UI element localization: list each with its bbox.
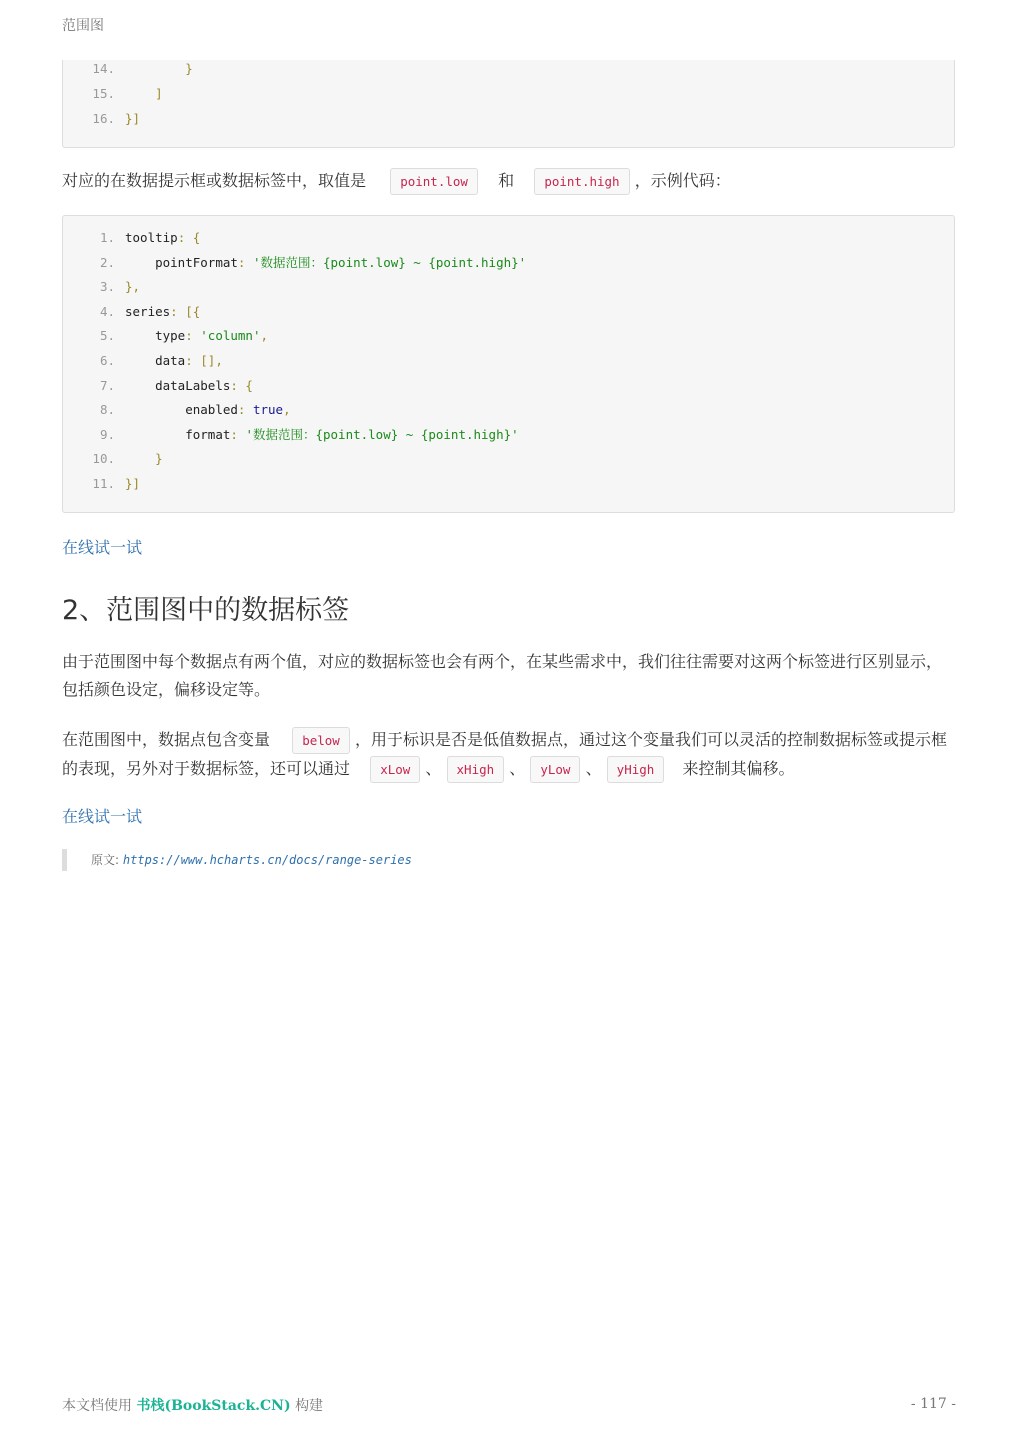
paragraph-below-variable (62, 725, 957, 783)
line-number: 5. (99, 328, 115, 344)
code-text: pointFormat: '数据范围：{point.low} ~ {point.high}' (155, 254, 527, 270)
inline-code-point-high: point.high (534, 168, 629, 195)
code-text: } (185, 61, 193, 76)
inline-code-point-low: point.low (390, 168, 478, 195)
inline-code-yhigh: yHigh (607, 756, 665, 783)
code-line (63, 352, 954, 370)
line-number: 15. (92, 86, 115, 101)
code-text: dataLabels: { (155, 377, 253, 393)
running-head: 范围图 (62, 18, 104, 34)
para2-text-3: 来控制其偏移。 (682, 759, 795, 778)
code-block-example (62, 215, 955, 513)
line-number: 8. (99, 402, 115, 418)
line-number: 6. (99, 353, 115, 368)
intro-paragraph (62, 168, 957, 195)
line-number: 3. (99, 279, 115, 295)
footer-prefix: 本文档使用 (62, 1398, 132, 1414)
separator: 、 (425, 759, 442, 778)
code-text: ] (155, 86, 163, 101)
code-text: tooltip: { (125, 230, 201, 245)
code-text: enabled: true, (185, 402, 291, 418)
code-block-continued (62, 60, 955, 148)
intro-text-middle: 和 (498, 171, 515, 190)
inline-code-xlow: xLow (370, 756, 420, 783)
code-line (63, 303, 954, 321)
source-blockquote (62, 849, 412, 871)
code-text: series: [{ (125, 303, 201, 319)
code-text: } (155, 451, 163, 467)
line-number: 14. (92, 61, 115, 76)
footer-credit (62, 1395, 323, 1415)
source-colon: : (115, 853, 120, 867)
code-text: }, (125, 279, 141, 295)
try-online-link-2[interactable]: 在线试一试 (62, 807, 143, 826)
inline-code-below: below (292, 727, 350, 754)
para2-text-1: 在范围图中，数据点包含变量 (62, 730, 271, 749)
intro-text-after: ，示例代码： (634, 171, 731, 190)
code-line (63, 377, 954, 395)
code-line (63, 401, 954, 419)
footer-brand-link[interactable]: 书栈(BookStack.CN) (136, 1398, 291, 1414)
line-number: 11. (92, 476, 115, 491)
line-number: 10. (92, 451, 115, 467)
line-number: 2. (99, 254, 115, 270)
section-heading: 2、范围图中的数据标签 (62, 595, 350, 626)
source-link[interactable]: https://www.hcharts.cn/docs/range-series (122, 853, 412, 867)
code-line (63, 450, 954, 468)
code-line (63, 85, 954, 103)
code-text: }] (125, 111, 141, 126)
inline-code-ylow: yLow (530, 756, 580, 783)
paragraph-range-labels: 由于范围图中每个数据点有两个值，对应的数据标签也会有两个，在某些需求中，我们往往需要对这两个标签进行区别显示，包括颜色设定，偏移设定等。 (62, 652, 943, 699)
line-number: 4. (99, 303, 115, 319)
footer-suffix: 构建 (295, 1398, 324, 1414)
line-number: 1. (99, 230, 115, 245)
line-number: 9. (99, 426, 115, 442)
intro-text-before: 对应的在数据提示框或数据标签中，取值是 (62, 171, 367, 190)
code-text: format: '数据范围：{point.low} ~ {point.high}' (185, 426, 519, 442)
separator: 、 (585, 759, 602, 778)
try-online-link-1[interactable]: 在线试一试 (62, 538, 143, 557)
code-line (63, 278, 954, 296)
code-line (63, 60, 954, 78)
source-label: 原文 (91, 853, 116, 867)
code-line (63, 426, 954, 444)
line-number: 16. (92, 111, 115, 126)
code-line (63, 229, 954, 247)
para2-text-2: ，用于标识是否是低值数据点，通过这个变量我们可以灵活的控制数据标签或提示框的表现，另外对于数据标签，还可以通过 (62, 730, 947, 778)
line-number: 7. (99, 377, 115, 393)
code-text: }] (125, 476, 141, 491)
code-line (63, 327, 954, 345)
code-line (63, 475, 954, 493)
code-text: type: 'column', (155, 328, 269, 344)
code-line (63, 110, 954, 128)
code-line (63, 254, 954, 272)
code-text: data: [], (155, 353, 223, 368)
separator: 、 (509, 759, 526, 778)
inline-code-xhigh: xHigh (447, 756, 505, 783)
page-number: - 117 - (910, 1396, 956, 1412)
